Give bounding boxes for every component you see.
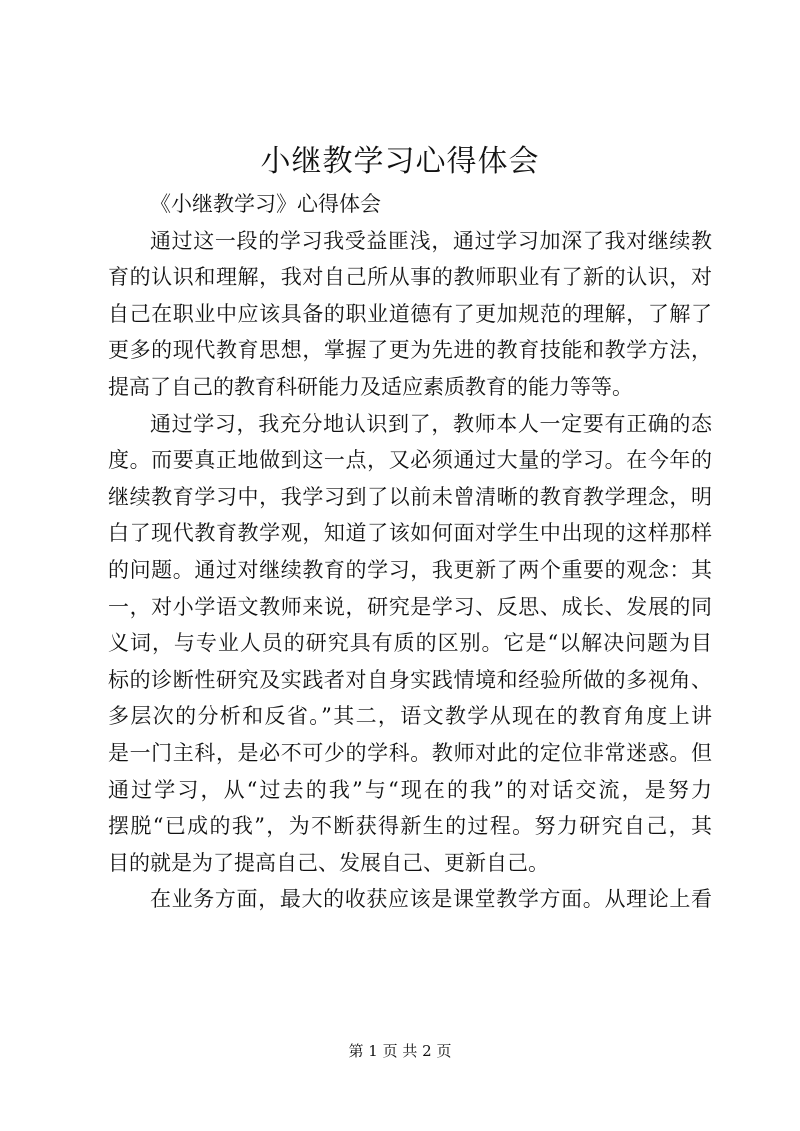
paragraph-line: 一，对小学语文教师来说，研究是学习、反思、成长、发展的同: [108, 594, 712, 619]
paragraph: [108, 406, 712, 882]
paragraph-line: 通过学习，我充分地认识到了，教师本人一定要有正确的态: [150, 411, 712, 436]
paragraph-line: 自己在职业中应该具备的职业道德有了更加规范的理解，了解了: [108, 301, 712, 326]
paragraph-line: 提高了自己的教育科研能力及适应素质教育的能力等等。: [108, 374, 633, 399]
paragraph-line: 目的就是为了提高自己、发展自己、更新自己。: [108, 850, 549, 875]
document-title: 小继教学习心得体会: [260, 144, 540, 179]
document-body: [108, 186, 712, 918]
paragraph-line: 摆脱“已成的我”，为不断获得新生的过程。努力研究自己，其: [108, 814, 712, 839]
paragraph-line: 多层次的分析和反省。”其二，语文教学从现在的教育角度上讲: [108, 704, 712, 729]
paragraph: [108, 223, 712, 406]
paragraph: [108, 881, 712, 918]
paragraph-line: 继续教育学习中，我学习到了以前未曾清晰的教育教学理念，明: [108, 484, 712, 509]
paragraph-line: 白了现代教育教学观，知道了该如何面对学生中出现的这样那样: [108, 521, 712, 546]
paragraph: [108, 186, 712, 223]
paragraph-line: 标的诊断性研究及实践者对自身实践情境和经验所做的多视角、: [108, 667, 712, 692]
paragraph-line: 育的认识和理解，我对自己所从事的教师职业有了新的认识，对: [108, 265, 712, 290]
paragraph-line: 的问题。通过对继续教育的学习，我更新了两个重要的观念：其: [108, 557, 712, 582]
paragraph-line: 更多的现代教育思想，掌握了更为先进的教育技能和教学方法，: [108, 338, 712, 363]
paragraph-line: 度。而要真正地做到这一点，又必须通过大量的学习。在今年的: [108, 448, 712, 473]
paragraph-line: 是一门主科，是必不可少的学科。教师对此的定位非常迷惑。但: [108, 740, 712, 765]
paragraph-line: 通过学习，从“过去的我”与“现在的我”的对话交流，是努力: [108, 777, 712, 802]
page-footer: 第 1 页 共 2 页: [348, 1042, 452, 1060]
paragraph-line: 《小继教学习》心得体会: [150, 192, 381, 216]
paragraph-line: 在业务方面，最大的收获应该是课堂教学方面。从理论上看: [150, 887, 712, 912]
paragraph-line: 通过这一段的学习我受益匪浅，通过学习加深了我对继续教: [150, 228, 712, 253]
paragraph-line: 义词，与专业人员的研究具有质的区别。它是“以解决问题为目: [108, 631, 712, 656]
